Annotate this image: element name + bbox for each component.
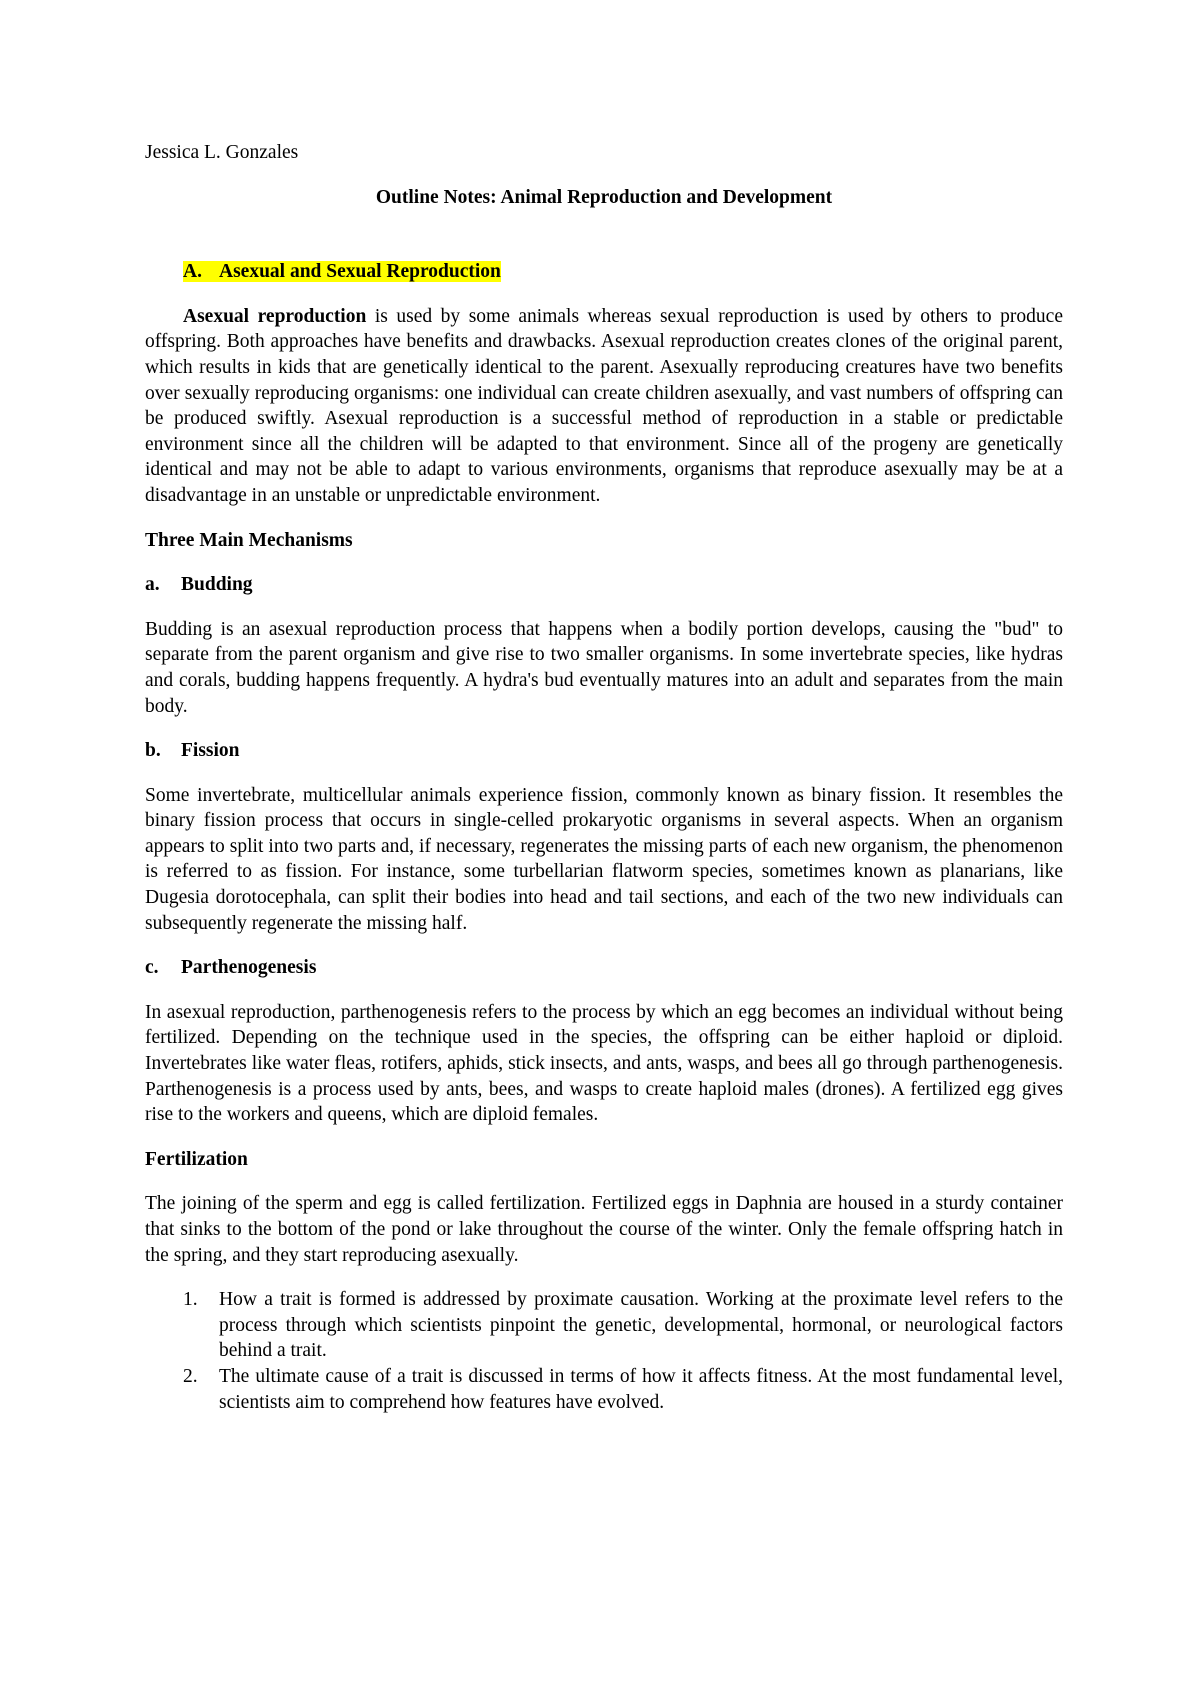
author-name: Jessica L. Gonzales [145,142,299,163]
mechanism-title: Budding [181,574,253,596]
list-item-text: How a trait is formed is addressed by proximate causation. Working at the proximate level refers to the process through which scientists pinpoint the genetic, developmental, hormonal, or neurological factors behind a trait. [219,1289,1063,1362]
list-item-number: 1. [183,1289,198,1311]
mechanisms-heading: Three Main Mechanisms [145,529,353,551]
section-a-heading [145,259,1063,285]
document-title: Outline Notes: Animal Reproduction and Development [375,186,833,208]
list-item [183,1364,1063,1415]
section-a-title: Asexual and Sexual Reproduction [219,261,501,283]
mechanism-heading-parthenogenesis [145,955,1063,981]
mechanism-paragraph-fission: Some invertebrate, multicellular animals experience fission, commonly known as binary fission. It resembles the binary fission process that occurs in single-celled prokaryotic organisms in several aspects. When an organism appears to split into two parts and, if necessary, regenerates the missing parts of each new organism, the phenomenon is referred to as fission. For instance, some turbellarian flatworm species, sometimes known as planarians, like Dugesia dorotocephala, can split their bodies into head and tail sections, and each of the two new individuals can subsequently regenerate the missing half. [145,784,1063,934]
section-a-text: is used by some animals whereas sexual reproduction is used by others to produce offspring. Both approaches have benefits and drawbacks. Asexual reproduction creates clones of the original parent, which results in kids that are genetically identical to the parent. Asexually reproducing creatures have two benefits over sexually reproducing organisms: one individual can create children asexually, and vast numbers of offspring can be produced swiftly. Asexual reproduction is a successful method of reproduction in a stable or predictable environment since all the children will be adapted to that environment. Since all of the progeny are genetically identical and may not be able to adapt to various environments, organisms that reproduce asexually may be at a disadvantage in an unstable or unpredictable environment. [145,305,1063,506]
mechanism-letter: c. [145,957,159,979]
document-body [145,140,1063,1415]
section-a-paragraph [145,304,1063,509]
mechanism-paragraph-budding: Budding is an asexual reproduction process that happens when a bodily portion develops, causing the "bud" to separate from the parent organism and give rise to two smaller organisms. In some invertebrate species, like hydras and corals, budding happens frequently. A hydra's bud eventually matures into an adult and separates from the main body. [145,618,1063,717]
mechanism-letter: b. [145,740,161,762]
fertilization-paragraph: The joining of the sperm and egg is called fertilization. Fertilized eggs in Daphnia are housed in a sturdy container that sinks to the bottom of the pond or lake throughout the course of the winter. Only the female offspring hatch in the spring, and they start reproducing asexually. [145,1193,1063,1266]
mechanism-title: Parthenogenesis [181,957,317,979]
list-item-number: 2. [183,1365,198,1387]
fertilization-list [145,1287,1063,1415]
mechanism-letter: a. [145,574,160,596]
list-item [183,1287,1063,1364]
mechanism-title: Fission [181,740,240,762]
mechanism-heading-budding [145,572,1063,598]
list-item-text: The ultimate cause of a trait is discussed in terms of how it affects fitness. At the most fundamental level, scientists aim to comprehend how features have evolved. [219,1365,1063,1413]
mechanism-paragraph-parthenogenesis: In asexual reproduction, parthenogenesis refers to the process by which an egg becomes an individual without being fertilized. Depending on the technique used in the species, the offspring can be either haploid or diploid. Invertebrates like water fleas, rotifers, aphids, stick insects, and ants, wasps, and bees all go through parthenogenesis. Parthenogenesis is a process used by ants, bees, and wasps to create haploid males (drones). A fertilized egg gives rise to the workers and queens, which are diploid females. [145,1001,1063,1126]
section-a-bold-term: Asexual reproduction [183,305,367,327]
section-a-letter: A. [183,261,202,283]
fertilization-heading: Fertilization [145,1148,248,1170]
section-a-highlight [183,261,501,282]
mechanism-heading-fission [145,738,1063,764]
